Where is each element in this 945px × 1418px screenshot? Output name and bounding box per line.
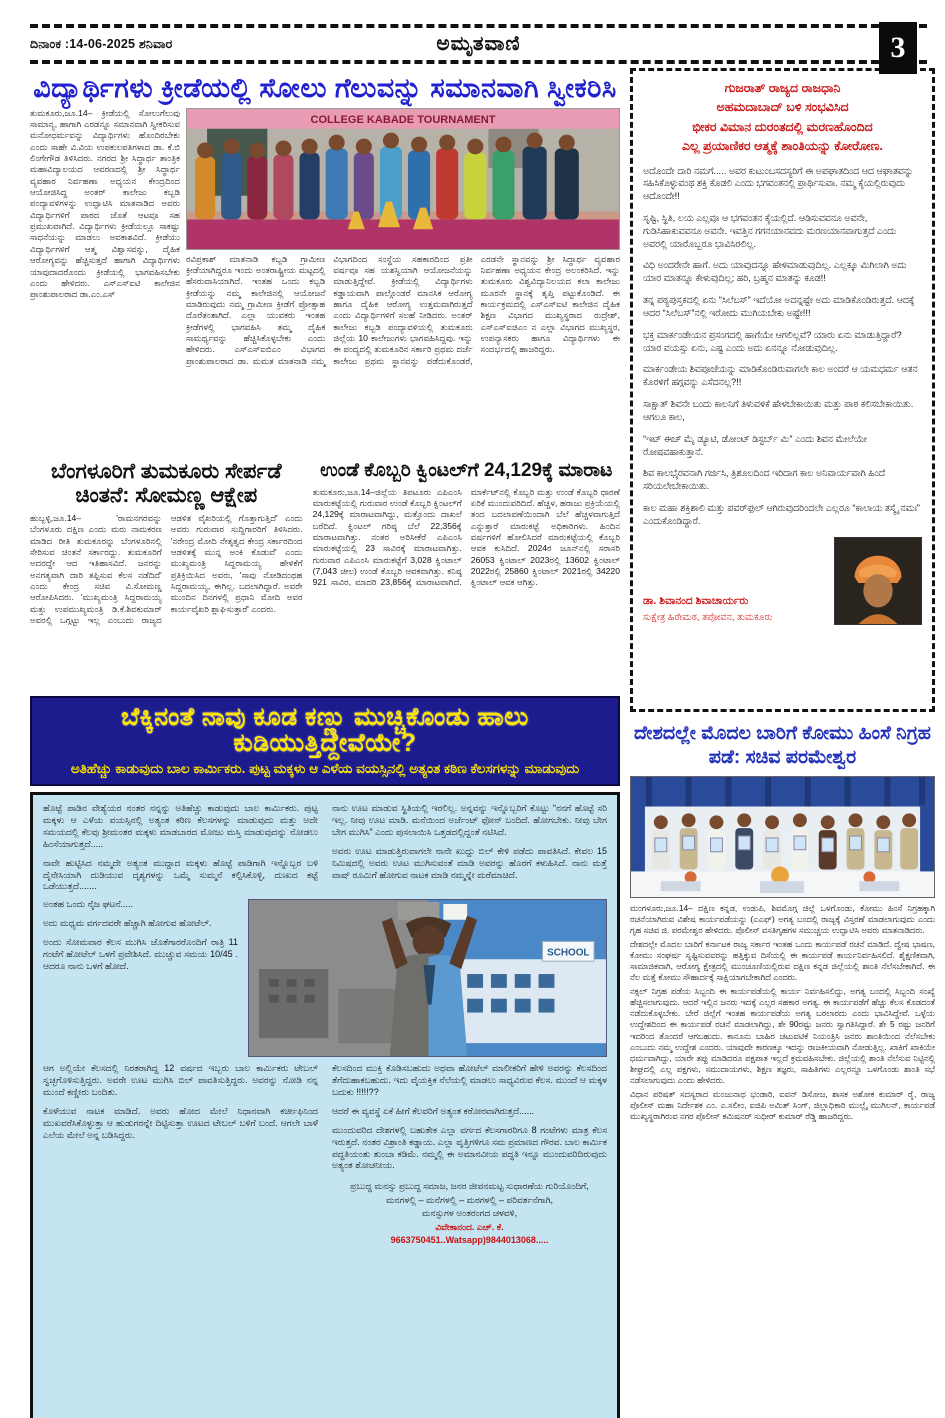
photo-banner-text: COLLEGE KABADE TOURNAMENT [310,113,496,126]
condolence-line3: ಭೀಕರ ವಿಮಾನ ದುರಂತದಲ್ಲಿ ಮರಣಹೊಂದಿದ [692,119,873,134]
kabaddi-headline: ವಿದ್ಯಾರ್ಥಿಗಳು ಕ್ರೀಡೆಯಲ್ಲಿ ಸೋಲು ಗೆಲುವನ್ನು ಸಮಾನವಾಗಿ ಸ್ವೀಕರಿಸಿ [33,73,617,103]
bluebox-mid-p2: ಅದು ಮಧ್ಯಮ ವರ್ಗದವರೇ ಹೆಚ್ಚಾಗಿ ಹೋಗುವ ಹೋಟೆಲ್. [43,918,212,929]
condolence-opinion-box [630,68,935,712]
sidebar-p1: ಅದೊಂದೇ ದಾರಿ ನಮಗೆ..... ಅವರ ಕುಟುಂಬಸದಸ್ಯರಿಗೆ ಈ ಅಪಘಾತದಿಂದ ಆದ ಆಘಾತವನ್ನು ಸಹಿಸಿಕೊಳ್ಳುವಂಥ ಶಕ್ತಿ ಕೊಡಲಿ ಎಂದು ಭಗವಂತನಲ್ಲಿ ಪ್ರಾರ್ಥಿಸುವಾ. ನಮ್ಮ ಕೈಯಲ್ಲಿರುವುದು ಆದೊಂದೇ!! [643,165,914,202]
child-labour-opinion-box [30,792,620,1418]
bluebox-low-right3: ಮುಂದುವರಿದ ದೇಶಗಳಲ್ಲಿ ಬಹುತೇಕ ಎಲ್ಲಾ ವರ್ಗದ ಕೆಲಸಗಾರರಿಗೂ 8 ಗಂಟೆಗಳು ಮಾತ್ರ ಕೆಲಸ ಇರುತ್ತದೆ. ನಂತರ ವಿಶ್ರಾಂತಿ ಕಡ್ಡಾಯ. ಎಲ್ಲಾ ವೃತ್ತಿಗಳಿಗೂ ಸಮ ಪ್ರಮಾಣದ ಗೌರವ. ಬಾಲ ಕಾರ್ಮಿಕ ಪದ್ಧತಿಯಂತು ತುಂಬಾ ಕಡಿಮೆ. ನಮ್ಮಲ್ಲಿ ಈ ಅಮಾನವೀಯ ಪದ್ಧತಿ ಇನ್ನೂ ಮುಂದುವರಿದಿರುವುದು ಅತ್ಯಂತ ಶೋಚನೀಯ. [332,1124,607,1171]
kabaddi-col3: ಸಹಕಾರದಿಂದ ಪ್ರತೀ ವರ್ಷವೂ ಸಹ ಯಶಸ್ವಿಯಾಗಿ ಆಯೋಜನೆಯನ್ನು ಮಾಡುತ್ತಿದ್ದೇವೆ. ಕ್ರೀಡೆಯಲ್ಲಿ ವಿದ್ಯಾರ್ಥಿಗಳು ಕಡ್ಡಾಯವಾಗಿ ಪಾಲ್ಗೊಂಡರೆ ಮಾನಸಿಕ ಆರೋಗ್ಯ ಹಾಗೂ ದೈಹಿಕ ಆರೋಗ್ಯ ಉತ್ತಮವಾಗಿರುತ್ತದೆ ಎಂದು ವಿದ್ಯಾರ್ಥಿಗಳಿಗೆ ಸಲಹೆ ನೀಡಿದರು. ಅಂತರ್ ಕಾಲೇಜು ಕಬ್ಬಡಿ ಪಂದ್ಯಾವಳಿಯಲ್ಲಿ ತುಮಕೂರು ಜಿಲ್ಲೆಯ 10 ಕಾಲೇಜುಗಳು ಭಾಗವಹಿಸಿದ್ದವು. ಇನ್ನು ಈ ಪಂದ್ಯದಲ್ಲಿ ತುಮಕೂರಿನ ಸರ್ಕಾರಿ ಪ್ರಥಮ ದರ್ಜೆ ಕಾಲೇಜು ಪ್ರಥಮ ಸ್ಥಾನವನ್ನು ಪಡೆದುಕೊಂಡರೆ, ಎರಡನೇ [333,253,504,366]
sidebar-p6: ಮಾರ್ಕಂಡೇಯ ಶಿವಪೂಜೆಯನ್ನು ಮಾಡಿಕೊಂಡಿರುವಾಗಲೇ ಕಾಲ ಅಂದರೆ ಆ ಯಮಧರ್ಮ ಆತನ ಕೊರಳಿಗೆ ಹಗ್ಗವನ್ನು ಎಸೆದನಲ್ಲ?!! [643,364,918,388]
sidebar-author-name: ಡಾ. ಶಿವಾನಂದ ಶಿವಾಚಾರ್ಯರು [643,594,749,607]
sidebar-p10: ಕಾಲ ಮಹಾ ಶಕ್ತಿಶಾಲಿ ಮತ್ತು ಪವರ್‌ಫುಲ್ ಆಗಿರುವುದರಿಂದಲೇ ಎಲ್ಲರೂ “ಕಾಲಾಯ ತಸ್ಮೈ ನಮಃ” ಎಂದುಕೊಂಡಿದ್ದಾರೆ. [643,503,920,526]
signature-name: ವಿವೇಕಾನಂದ. ಎಚ್. ಕೆ. [435,1221,504,1232]
date-line: ದಿನಾಂಕ :14-06-2025 ಶನಿವಾರ [30,36,173,51]
bluebox-low-right1: ಕೆಲಸದಿಂದ ಮುಕ್ತಿ ಕೊಡಿಸಬಹುದು ಅಥವಾ ಹೋಟೆಲ್ ಮಾಲೀಕರಿಗೆ ಹೇಳಿ ಅವರನ್ನು ಕೆಲಸದಿಂದ ತೆಗೆದುಹಾಕಬಹುದು. ಇದು ವೈಯಕ್ತಿಕ ನೆಲೆಯಲ್ಲಿ ಮಾಡಲು ಸಾಧ್ಯವಿರುವ ಕೆಲಸ. ಮುಂದೆ ಆ ಮಕ್ಕಳ ಬದುಕು !!!!!?? [332,1063,607,1098]
condolence-heading [643,79,922,157]
signature-line2: ಮನಗಳಲ್ಲಿ – ಮನೆಗಳಲ್ಲಿ – ಮಠಗಳಲ್ಲಿ – ಪರಿವರ್ತನೆಗಾಗಿ, [385,1194,554,1205]
banner-subtitle: ಅತಿಹೆಚ್ಚು ಕಾಡುವುದು ಬಾಲ ಕಾರ್ಮಿಕರು. ಪುಟ್ಟ ಮಕ್ಕಳು ಆ ಎಳೆಯ ವಯಸ್ಸಿನಲ್ಲಿ ಅತ್ಯಂತ ಕಠಿಣ ಕೆಲಸಗಳನ್ನು ಮಾಡುವುದು [70,761,580,777]
sidebar-p8: “ಇಟ್ ಈಚ್ ಮೈ ಡ್ಯೂಟಿ, ಡೋಂಟ್ ಡಿಸ್ಟರ್ಬ್ ಮಿ” ಎಂದು ಶಿವನ ಮೇಲೆಯೇ ರೋಷವಹಾಕುತ್ತಾನೆ. [643,433,867,457]
sidebar-p3: ವಿಧಿ ಅಂದರೇನೇ ಹಾಗೆ. ಅದು ಯಾವುದನ್ನೂ ಹೇಳಿಮಾಡುವುದಿಲ್ಲ. ಎಲ್ಲಕ್ಕೂ ಮಿಗಿಲಾಗಿ ಅದು ಯಾರ ಮಾತನ್ನೂ ಕೇಳುವುದಿಲ್ಲ; ಹರಿ, ಬ್ರಹ್ಮನ ಮಾತನ್ನು ಕೂಡ!! [643,260,907,284]
parameshwara-photo-graphic [631,777,934,897]
kabaddi-article [30,108,620,456]
school-sign-text: SCHOOL [547,947,590,959]
bluebox-mid-p3: ಅಂದು ಸೋಮವಾರ ಕೆಲಸ ಮುಗಿಸಿ ಜೊತೆಗಾರರೊಂದಿಗೆ ರಾತ್ರಿ 11 ಗಂಟೆಗೆ ಹೋಟೆಲ್ ಒಳಗೆ ಪ್ರವೇಶಿಸಿದೆ. ಮುಚ್ಚುವ ಸಮಯ 10/45 . ಆದರೂ ನಾನು ಒಳಗೆ ಹೋದೆ. [43,937,238,971]
bluebox-mid-p1: ಅಂತಹ ಒಂದು ನೈಜ ಘಟನೆ..... [43,899,133,910]
masthead: ಅಮೃತವಾಣಿ [436,32,521,55]
parameshwara-p1: ಮಂಗಳೂರು,ಜೂ.14– ದಕ್ಷಿಣ ಕನ್ನಡ, ಉಡುಪಿ, ಶಿವಮೊಗ್ಗ ಜಿಲ್ಲೆ ಒಳಗೊಂಡು, ಕೋಮು ಹಿಂಸೆ ನಿಗ್ರಹಕ್ಕಾಗಿ ರಚನೆಯಾಗಿರುವ ವಿಶೇಷ ಕಾರ್ಯಪಡೆಯನ್ನು (ಎಎಫ್) ಅಗತ್ಯ ಬಂದಲ್ಲಿ ರಾಜ್ಯಕ್ಕೆ ವಿಸ್ತರಣೆ ಮಾಡಲಾಗುವುದು ಎಂದು ಗೃಹ ಸಚಿವ ಜಿ. ಪರಮೇಶ್ವರ ಹೇಳಿದರು. ಪೊಲೀಸ್ ವಸತಿಗೃಹಗಳ ಸಮುಚ್ಚಯ ಉದ್ಘಾಟಿಸಿ ಅವರು ಮಾತನಾಡಿದರು. [630,902,935,935]
kabaddi-body-columns [186,254,620,456]
sidebar-author-place: ಸುಕ್ಷೇತ್ರ ಹಿರೇಮಠ, ತಪೋವನ, ತುಮಕೂರು [643,611,773,623]
bluebox-low-left: ಆಗ ಅಲ್ಲಿಯೇ ಕೆಲಸದಲ್ಲಿ ನಿರತರಾಗಿದ್ದ 12 ವರ್ಷದ ಇಬ್ಬರು ಬಾಲ ಕಾರ್ಮಿಕರು ಟೇಬಲ್ ಸ್ವಚ್ಛಗೊಳಿಸುತ್ತಿದ್ದರು. ಅವರೇ ಊಟ ಮುಗಿಸಿ ಬಿಲ್ ಪಾವತಿಸುತ್ತಿದ್ದರು. ಅವರನ್ನು ನೋಡಿ ನನ್ನ ಮುಂದೆ ಕಣ್ಣೀರು ಬಂದಿತು. [43,1063,318,1098]
parameshwara-p3: ನಕ್ಸಲ್ ನಿಗ್ರಹ ಪಡೆಯ ಸಿಬ್ಬಂದಿ ಈ ಕಾರ್ಯಪಡೆಯಲ್ಲಿ ಕಾರ್ಯ ನಿರ್ವಹಿಸಲಿದ್ದು, ಅಗತ್ಯ ಬಂದಲ್ಲಿ ಸಿಬ್ಬಂದಿ ಸಂಖ್ಯೆ ಹೆಚ್ಚಿಸಲಾಗುವುದು. ಆದರೆ ಇಲ್ಲಿನ ಜನರು ಇದಕ್ಕೆ ಎಲ್ಲರ ಸಹಕಾರ ಅಗತ್ಯ. ಈ ಕಾರ್ಯಪಡೆಗೆ ಹೆಚ್ಚು ಕೆಲಸ ಕೊಡದಂತೆ ನಡೆದುಕೊಳ್ಳಬೇಕು. ಬೇರೆ ಜಿಲ್ಲೆಗೆ ಇಂತಹ ಕಾರ್ಯಪಡೆಯ ಅಗತ್ಯ ಬರಲಾರದು ಎಂದು ಭಾವಿಸಿದ್ದೇವೆ. ಒಳ್ಳೆಯ ಉದ್ದೇಶದಿಂದ ಈ ಕಾರ್ಯಪಡೆ ರಚನೆ ಮಾಡಲಾಗಿದ್ದು, ಶೇ 90ರಷ್ಟು ಜನರು ಸ್ವಾಗತಿಸಿದ್ದಾರೆ. ಶೇ 5 ರಷ್ಟು ಜನರಿಗೆ ಇದರಿಂದ ತೊಂದರೆ ಆಗಬಹುದು. ಕಾನೂನು ಬಾಹಿರ ಚಟುವಟಿಕೆ ನಿಯಂತ್ರಿಸಿ ಜನರು ಶಾಂತಿಯಿಂದ ನೆಲೆಸಬೇಕು ಎಂಬುದು ನಮ್ಮ ಉದ್ದೇಶ ಎಂದರು. ಯಾವುದೇ ಕಾರಣಕ್ಕೂ ಇದನ್ನು ರಾಜಕೀಯವಾಗಿ ನೋಡುತ್ತಿಲ್ಲ. ಖಾಕಿಗೆ ಖಾಕಿಯೇ ಧರ್ಮವಾಗಿದ್ದು, ಯಾರೇ ತಪ್ಪು ಮಾಡಿದರೂ ಪಕ್ಷಪಾತ ಇಲ್ಲದೆ ಕ್ರಮವಹಿಸಬೇಕು. ಜಿಲ್ಲೆಯಲ್ಲಿ ಶಾಂತಿ ನೆಲೆಸುವ ನಿಟ್ಟಿನಲ್ಲಿ ಶೀಘ್ರದಲ್ಲಿ ಎಲ್ಲ ಪಕ್ಷಗಳು, ಸಮುದಾಯಗಳು, ಶಿಕ್ಷಣ ತಜ್ಞರು, ಸಾಹಿತಿಗಳು ಎಲ್ಲರನ್ನೂ ಒಳಗೊಂಡು ಶಾಂತಿ ಸಭೆ ನಡೆಸಲಾಗುವುದು ಎಂದು ಹೇಳಿದರು. [630,986,935,1085]
page-number-badge: 3 [879,22,917,74]
parameshwara-event-photo [630,776,935,898]
bluebox-right-p2: ಅವರು ಊಟ ಮಾಡುತ್ತಿರುವಾಗಲೇ ನಾನೇ ಖುದ್ದು ಬಿಲ್ ಕೇಳಿ ಪಡೆದು ಪಾವತಿಸಿದೆ. ಕೇವಲ 15 ನಿಮಿಷದಲ್ಲಿ ಅವರು ಊಟ ಮುಗಿಸುವಂತೆ ಮಾಡಿ ಅವರನ್ನು ಹೊರಗೆ ಕಳುಹಿಸಿದೆ. ನಾನು ಮತ್ತೆ ವಾಷ್ ರೂಮಿಗೆ ಹೋಗುವ ನಾಟಕ ಮಾಡಿ ನಮ್ಮನ್ನೇ ಮರೆಮಾಚಿದೆ. [332,845,607,880]
right-column [630,68,935,1418]
columnist-signature [332,1180,607,1248]
kabaddi-photo-graphic [187,109,619,249]
child-labour-photo-graphic [249,900,606,1056]
page-header [30,24,927,64]
sidebar-p7: ಸಾಕ್ಷಾತ್ ಶಿವನೇ ಬಂದು ಕಾಲನಿಗೆ ತಿಳುವಳಿಕೆ ಹೇಳಬೇಕಾಯಿತು ಮತ್ತು ಪಾಠ ಕಲಿಸಬೇಕಾಯಿತು. ಆಗಲೂ ಕಾಲ, [643,399,914,422]
sidebar-p5: ಭಕ್ತ ಮಾರ್ಕಂಡೇಯನ ಪ್ರಸಂಗದಲ್ಲಿ ಹಾಗೆಯೇ ಆಗಲಿಲ್ಲವೆ? ಯಾರು ಏನು ಮಾಡುತ್ತಿದ್ದಾರೆ? ಯಾರ ವಯಸ್ಸು ಏನು, ಎಷ್ಟ ಎಂದು ಅದು ಏನನ್ನೂ ನೋಡುವುದಿಲ್ಲ. [643,329,902,353]
kabaddi-group-photo [186,108,620,250]
left-column [30,68,620,1418]
parameshwara-headline: ದೇಶದಲ್ಲೇ ಮೊದಲ ಬಾರಿಗೆ ಕೋಮು ಹಿಂಸೆ ನಿಗ್ರಹ ಪಡೆ: ಸಚಿವ ಪರಮೇಶ್ವರ [634,723,931,768]
condolence-line1: ಗುಜರಾತ್ ರಾಜ್ಯದ ರಾಜಧಾನಿ [724,81,841,95]
kabaddi-col4: ಸ್ಥಾನವನ್ನು ಶ್ರೀ ಸಿದ್ಧಾರ್ಥ ವ್ಯವಹಾರ ನಿರ್ವಹಣಾ ಅಧ್ಯಯನ ಕೇಂದ್ರ ಅಲಂಕರಿಸಿದೆ. ಇನ್ನು ತುಮಕೂರು ವಿಶ್ವವಿದ್ಯಾನಿಲಯದ ಕಲಾ ಕಾಲೇಜು ಮೂರನೇ ಸ್ಥಾನಕ್ಕೆ ತೃಪ್ತಿ ಪಟ್ಟುಕೊಂಡಿದೆ. ಈ ಕಾರ್ಯಕ್ರಮದಲ್ಲಿ ಎಸ್‌ಎಸ್‌ಐಟಿ ಕಾಲೇಜಿನ ದೈಹಿಕ ಶಿಕ್ಷಣ ವಿಭಾಗದ ಮುಖ್ಯಸ್ಥರಾದ ರುದ್ರೇಶ್, ಎಸ್‌ಎಸ್‌ಐಜಿಎಂ ನ ಎಲ್ಲಾ ವಿಭಾಗದ ಮುಖ್ಯಸ್ಥರ, ಉಪನ್ಯಾಸಕರು ಹಾಗೂ ವಿದ್ಯಾರ್ಥಿಗಳು ಈ ಸಂದರ್ಭದಲ್ಲಿ ಹಾಜರಿದ್ದರು. [480,253,620,355]
somanna-body: ಹುಬ್ಬಳ್ಳಿ,ಜೂ.14– 'ರಾಮನಗರವನ್ನು ಬೆಂಗಳೂರು ದಕ್ಷಿಣ ಎಂದು ಮರು ನಾಮಕರಣ ಮಾಡಿದ ರೀತಿ ತುಮಕೂರನ್ನು ಬೆಂಗಳೂರಿನಲ್ಲಿ ಸೇರಿಸುವ ಚಿಂತನೆ ಸರ್ಕಾರದ್ದು. ತುಮಕೂರಿಗೆ ಅದರದ್ದೇ ಆದ ಇತಿಹಾಸವಿದೆ. ಜನರನ್ನು ಅನಗತ್ಯವಾಗಿ ದಾರಿ ತಪ್ಪಿಸುವ ಕೆಲಸ ನಡೆದಿದೆ' ಎಂದು ಕೇಂದ್ರ ಸಚಿವ ವಿ.ಸೋಮಣ್ಣ ಆರೋಪಿಸಿದರು. 'ಮುಖ್ಯಮಂತ್ರಿ ಸಿದ್ದರಾಮಯ್ಯ ಮತ್ತು ಉಪಮುಖ್ಯಮಂತ್ರಿ ಡಿ.ಕೆ.ಶಿವಕುಮಾರ್ ಅವರಲ್ಲಿ ಒಗ್ಗಟ್ಟು ಇಲ್ಲ ಎಂಬುದು ರಾಜ್ಯದ ಆಡಳಿತ ವೈಖರಿಯಲ್ಲಿ ಗೊತ್ತಾಗುತ್ತಿದೆ' ಎಂದು ಅವರು ಗುರುವಾರ ಸುದ್ದಿಗಾರರಿಗೆ ತಿಳಿಸಿದರು. 'ನರೇಂದ್ರ ಮೋದಿ ನೇತೃತ್ವದ ಕೇಂದ್ರ ಸರ್ಕಾರದಿಂದ ಆಡಳಿತಕ್ಕೆ ಮುನ್ನ ಅಂಕಿ ಕೊಡುವೆ' ಎಂದು ಮುಖ್ಯಮಂತ್ರಿ ಸಿದ್ದರಾಮಯ್ಯ ಹೇಳಿಕೆಗೆ ಪ್ರತಿಕ್ರಿಯಿಸಿದ ಅವರು, 'ಸಾವು ನೋಡಿದಂಥಹ ಸಿದ್ದರಾಮಯ್ಯ, ಈಗಿಲ್ಲ. ಬದಲಾಗಿದ್ದಾರೆ. ಅವರೇ ಮುಂದಿನ ದಿನಗಳಲ್ಲಿ ಪ್ರಧಾನಿ ಮೋದಿ ಅವರ ಕಾರ್ಯವೈಖರಿ ಶ್ಲಾಘಿಸುತ್ತಾರೆ' ಎಂದರು. [30,512,303,626]
swami-portrait-graphic [835,538,921,624]
kobbari-body: ತುಮಕೂರು,ಜೂ.14–ಜಿಲ್ಲೆಯ ತಿಪಟೂರು ಎಪಿಎಂಸಿ ಮಾರುಕಟ್ಟೆಯಲ್ಲಿ ಗುರುವಾರ ಉಂಡೆ ಕೊಬ್ಬರಿ ಕ್ವಿಂಟಲ್‌ಗೆ 24,129ಕ್ಕೆ ಮಾರಾಟವಾಗಿದ್ದು, ಮತ್ತೊಂದು ದಾಖಲೆ ಬರೆದಿದೆ. ಕ್ವಿಂಟಲ್ ಗರಿಷ್ಠ ಬೆಲೆ 22,356ಕ್ಕೆ ಮಾರಾಟವಾಗಿತ್ತು. ನಂತರ ಅರಿಸೀಕೆರೆ ಎಪಿಎಂಸಿ ಮಾರುಕಟ್ಟೆಯಲ್ಲಿ 23 ಸಾವಿರಕ್ಕೆ ಮಾರಾಟವಾಗಿತ್ತು. ಗುರುವಾರ ಎಪಿಎಂಸಿ ಮಾರುಕಟ್ಟೆಗೆ 3,028 ಕ್ವಿಂಟಾಲ್ (7,043 ಚೀಲ) ಉಂಡೆ ಕೊಬ್ಬರಿ ಆವಕವಾಗಿತ್ತು. ಕನಿಷ್ಠ 921 ಸಾವಿರ, ಮಾದರಿ 23,856ಕ್ಕೆ ಮಾರಾಟವಾಗಿದೆ. ಮಾರ್ಕೆಟ್‌ನಲ್ಲಿ ಕೊಬ್ಬರಿ ಮತ್ತು ಉಂಡೆ ಕೊಬ್ಬರಿ ಧಾರಣೆ ಏರಿಕೆ ಮುಂದುವರಿದಿದೆ. ಹೆಚ್ಚಳ, ಹರಾಜು ಪ್ರಕ್ರಿಯೆಯಲ್ಲಿ ತಂದ ಬದಲಾವಣೆಯಿಂದಾಗಿ ಬೆಲೆ ಹೆಚ್ಚಳವಾಗುತ್ತಿದೆ ಎನ್ನುತ್ತಾರೆ ಮಾರುಕಟ್ಟೆ ಅಧಿಕಾರಿಗಳು. ಹಿಂದಿನ ವರ್ಷಗಳಿಗೆ ಹೋಲಿಸಿದರೆ ಮಾರುಕಟ್ಟೆಯಲ್ಲಿ ಕೊಬ್ಬರಿ ಆವಕ ಕುಸಿದಿದೆ. 2024ರ ಜೂನ್‌ನಲ್ಲಿ ಸರಾಸರಿ 26053 ಕ್ವಿಂಟಾಲ್ 2023ರಲ್ಲಿ 13602 ಕ್ವಿಂಟಾಲ್ 2022ರಲ್ಲಿ 25860 ಕ್ವಿಂಟಾಲ್ 2021ರಲ್ಲಿ 34220 ಕ್ವಿಂಟಾಲ್ ಆವಕ ಆಗಿತ್ತು. [312,486,620,588]
condolence-line2: ಅಹಮದಾಬಾದ್ ಬಳಿ ಸಂಭವಿಸಿದ [716,100,849,115]
parameshwara-p2: ದೇಶದಲ್ಲೇ ಮೊದಲ ಬಾರಿಗೆ ಕರ್ನಾಟಕ ರಾಜ್ಯ ಸರ್ಕಾರ ಇಂತಹ ಒಂದು ಕಾರ್ಯಪಡೆ ರಚನೆ ಮಾಡಿದೆ. ದ್ವೇಷ ಭಾಷಣ, ಕೋಮು ಸಂಘರ್ಷ ಸೃಷ್ಟಿಸುವವರನ್ನು ಹತ್ತಿಕ್ಕುವ ದಿಸೆಯಲ್ಲಿ ಈ ಕಾರ್ಯಪಡೆ ಕಾರ್ಯನಿರ್ವಹಿಸಲಿದೆ. ಶೈಕ್ಷಣಿಕವಾಗಿ, ಸಾಮಾಜಿಕವಾಗಿ, ಆರೋಗ್ಯ ಕ್ಷೇತ್ರದಲ್ಲಿ ಮುಂಚೂಣಿಯಲ್ಲಿರುವ ದಕ್ಷಿಣ ಕನ್ನಡ ಜಿಲ್ಲೆಯಲ್ಲಿ ಶಾಂತಿ ನೆಲೆಸಬೇಕಾಗಿದೆ. ಈ ನೆಲ ಮತ್ತೆ ಕೋಮು ಸೌಹಾರ್ದಕ್ಕೆ ಸಾಕ್ಷಿಯಾಗಬೇಕಾಗಿದೆ ಎಂದರು. [630,938,935,983]
somanna-article [30,460,303,692]
bluebox-right-p1: ನಾನು ಊಟ ಮಾಡುವ ಸ್ಥಿತಿಯಲ್ಲಿ ಇರಲಿಲ್ಲ. ಅನ್ನವನ್ನು ಇನ್ನೊಬ್ಬರಿಗೆ ಕೊಟ್ಟು “ನನಗೆ ಹೊಟ್ಟೆ ಸರಿ ಇಲ್ಲ. ನೀವು ಊಟ ಮಾಡಿ. ಮನೆಯಿಂದ ಅರ್ಜೆಂಟ್ ಫೋನ್ ಬಂದಿದೆ. ಹೋಗಬೇಕು. ನೀವು ಬೇಗ ಬೇಗ ಮುಗಿಸಿ” ಎಂದು ಪುಸಲಾಯಿಸಿ ಒತ್ತಡದಲ್ಲಿದ್ದಂತೆ ನಟಿಸಿದೆ. [332,803,607,837]
bluebox-end-left: ಕೊಳೆಯುವ ನಾಟಕ ಮಾಡಿದೆ. ಅವರು ಹೋದ ಮೇಲೆ ನಿಧಾನವಾಗಿ ಕರ್ಚೀಫಿನಿಂದ ಮುಖವರೆಸಿಕೊಳ್ಳುತ್ತಾ ಆ ಹುಡುಗರನ್ನೇ ದಿಟ್ಟಿಸುತ್ತಾ ಊಟದ ಟೇಬಲ್ ಬಳಿಗೆ ಬಂದೆ. ಆಗಲೇ ಬಾಳೆ ಎಲೆಯ ಮೇಲೆ ಅನ್ನ ಬಡಿಸಿದ್ದರು. [43,1105,318,1140]
child-labour-photo [248,899,607,1057]
banner-title: ಬೆಕ್ಕಿನಂತೆ ನಾವು ಕೂಡ ಕಣ್ಣು ಮುಚ್ಚಿಕೊಂಡು ಹಾಲು ಕುಡಿಯುತ್ತಿದ್ದೇವೆಯೇ? [121,702,529,757]
somanna-headline: ಬೆಂಗಳೂರಿಗೆ ತುಮಕೂರು ಸೇರ್ಪಡೆ ಚಿಂತನೆ: ಸೋಮಣ್ಣ ಆಕ್ಷೇಪ [50,459,282,507]
kabaddi-col2: ರವಿಪ್ರಕಾಶ್ ಮಾತನಾಡಿ ಕಬ್ಬಡಿ ಗ್ರಾಮೀಣ ಕ್ರೀಡೆಯಾಗಿದ್ದರೂ ಇಂದು ಅಂತರಾಷ್ಟ್ರೀಯ ಮಟ್ಟದಲ್ಲಿ ಹೆಸರುವಾಸಿಯಾಗಿದೆ. ಇಂತಹ ಒಂದು ಕಬ್ಬಡಿ ಕ್ರೀಡೆಯನ್ನು ನಮ್ಮ ಕಾಲೇಜಿನಲ್ಲಿ ಆಯೋಜನೆ ಮಾಡಿರುವುದು ನಮ್ಮ ಗ್ರಾಮೀಣ ಕ್ರೀಡೆಗೆ ಪ್ರೋತ್ಸಾಹ ದೊರೆತಂತಾಗಿದೆ. ಎಲ್ಲಾ ಯುವಕರು ಇಂತಹ ಕ್ರೀಡೆಗಳಲ್ಲಿ ಭಾಗವಹಿಸಿ ತಮ್ಮ ದೈಹಿಕ ಸಾಮರ್ಥ್ಯವನ್ನು ಹೆಚ್ಚಿಸಿಕೊಳ್ಳಬೇಕು ಎಂದು ಹೇಳಿದರು. ಎಸ್‌ಎಸ್‌ಐಬಿಎಂ ವಿಭಾಗದ ಪ್ರಾಂಶುಪಾಲರಾದ ಡಾ. ಮಮತ ಮಾತನಾಡಿ ನಮ್ಮ ವಿಭಾಗದಿಂದ ಸಂಸ್ಥೆಯ [186,253,402,366]
opinion-banner [30,696,620,787]
sidebar-p2: ಸೃಷ್ಟಿ, ಸ್ಥಿತಿ, ಲಯ ಎಲ್ಲವೂ ಆ ಭಗವಂತನ ಕೈಯಲ್ಲಿದೆ. ಆಡಿಸುವವನೂ ಅವನೇ, ಗುಡಿಸಿಹಾಕುವವನೂ ಅವನೇ. ಇವತ್ತಿನ ಗಗನಯಾನವದು ಮರಣಯಾನವಾಗುತ್ತದೆ ಎಂದು ಅವರಲ್ಲಿ ಯಾರೊಬ್ಬರೂ ಭಾವಿಸಿರಲಿಲ್ಲ. [643,212,897,249]
kabaddi-col1: ತುಮಕೂರು,ಜೂ.14– ಕ್ರೀಡೆಯಲ್ಲಿ ಸೋಲುಗೆಲುವು ಸಾಮಾನ್ಯ, ಹಾಗಾಗಿ ಎರಡನ್ನೂ ಸಮಾನವಾಗಿ ಸ್ವೀಕರಿಸುವ ಮನೋಧರ್ಮವನ್ನು ವಿದ್ಯಾರ್ಥಿಗಳು ಹೊಂದಿರಬೇಕು ಎಂದು ಸಾಹೇ ವಿ.ವಿಯ ಉಪಕುಲಪತಿಗಳಾದ ಡಾ. ಕೆ.ಬಿ ಲಿಂಗೇಗೌಡ ತಿಳಿಸಿದರು. ನಗರದ ಶ್ರೀ ಸಿದ್ಧಾರ್ಥ ತಾಂತ್ರಿಕ ಮಹಾವಿದ್ಯಾಲಯದ ಆವರಣದಲ್ಲಿ ಶ್ರೀ ಸಿದ್ಧಾರ್ಥ ವ್ಯವಹಾರ ನಿರ್ವಹಣಾ ಅಧ್ಯಯನ ಕೇಂದ್ರದಿಂದ ಆಯೋಜಿಸಿದ್ದ ಅಂತರ್ ಕಾಲೇಜು ಕಬ್ಬಡಿ ಪಂದ್ಯಾವಳಿಗಳನ್ನು ಉದ್ಘಾಟಿಸಿ ಮಾತನಾಡಿದ ಅವರು ವಿದ್ಯಾರ್ಥಿಗಳಿಗೆ ಪಾಠದ ಜೊತೆ ಆಟವೂ ಸಹ ಪ್ರಮುಖವಾಗಿದೆ. ವಿದ್ಯಾರ್ಥಿಗಳು ಕ್ರೀಡೆಯಲ್ಲೂ ಸಾಕಷ್ಟು ಸಾಧನೆಯನ್ನು ಮಾಡಲು ಅವಕಾಶವಿದೆ. ಕ್ರೀಡೆಯು ವಿದ್ಯಾರ್ಥಿಗಳಿಗೆ ಆತ್ಮ ವಿಶ್ವಾಸವನ್ನು, ದೈಹಿಕ ಆರೋಗ್ಯವನ್ನು ಹೆಚ್ಚಿಸುತ್ತದೆ ಹಾಗಾಗಿ ವಿದ್ಯಾರ್ಥಿಗಳು ಯಾವುದಾದರೊಂದು ಕ್ರೀಡೆಯಲ್ಲಿ ಭಾಗವಹಿಸಬೇಕು ಎಂದು ಹೇಳಿದರು. ಎಸ್‌ಎಸ್‌ಐಟಿ ಕಾಲೇಜಿನ ಪ್ರಾಂಶುಪಾಲರಾದ ಡಾ.ಎಂ.ಎಸ್ [30,107,180,300]
bluebox-left-p2: ನಾವೇ ಹುಟ್ಟಿಸಿದ ನಮ್ಮದೇ ಅತ್ಯಂತ ಮುದ್ದಾದ ಮಕ್ಕಳು ಹೊಟ್ಟೆ ಪಾಡಿಗಾಗಿ ಇನ್ನೊಬ್ಬರ ಬಳಿ ದೈನೇಸಿಯಾಗಿ ದುಡಿಯುವ ದೃಶ್ಯಗಳನ್ನು ಒಮ್ಮೆ ಸುಮ್ಮನೆ ಕಲ್ಪಿಸಿಕೊಳ್ಳಿ, ದುಃಖದ ಕಟ್ಟೆ ಒಡೆಯುತ್ತದೆ....... [43,857,318,892]
sidebar-p9: ಶಿವ ಕಾಲಭೈರವನಾಗಿ ಗರ್ಜಿಸಿ, ತ್ರಿಶೂಲದಿಂದ ಇರಿದಾಗ ಕಾಲ ಅನಿವಾರ್ಯವಾಗಿ ಹಿಂದೆ ಸರಿಯಲೇಬೇಕಾಯಿತು. [643,468,886,492]
signature-phone: 9663750451..Watsapp)9844013068..... [390,1235,549,1246]
kobbari-headline: ಉಂಡೆ ಕೊಬ್ಬರಿ ಕ್ವಿಂಟಲ್‌ಗೆ 24,129ಕ್ಕೆ ಮಾರಾಟ [320,459,613,481]
parameshwara-article [630,722,935,1122]
kobbari-article [313,460,620,692]
sidebar-p4: ತನ್ನ ಪಠ್ಯಪುಸ್ತಕದಲ್ಲಿ ಏನು “ಸಿಲೆಬಸ್” ಇದೆಯೋ ಅದನ್ನಷ್ಟೇ ಅದು ಮಾಡಿಕೊಂಡಿರುತ್ತದೆ. ಆದಕ್ಕೆ ಆದರ “ಸಿಲೆಬಸ್”ನಲ್ಲಿ ಇರೋದು ಮುಗಿಯಬೇಕು ಅಷ್ಟೇ!!! [643,295,915,318]
bluebox-low-right2: ಆದರೆ ಈ ವ್ಯವಸ್ಥೆ ಏಕೆ ಹೀಗೆ ಕೆಲವರಿಗೆ ಅತ್ಯಂತ ಕಠೋರವಾಗಿರುತ್ತದೆ...... [332,1105,535,1116]
signature-line3: ಮನಸ್ಸುಗಳ ಅಂತರಂಗದ ಚಳವಳಿ, [421,1208,518,1219]
parameshwara-p4: ವಿಧಾನ ಪರಿಷತ್ ಸದಸ್ಯರಾದ ಮಂಜುನಾಥ ಭಂಡಾರಿ, ಐವನ್ ಡಿಸೋಜ, ಶಾಸಕ ಅಶೋಕ ಕುಮಾರ್ ರೈ, ರಾಜ್ಯ ಪೊಲೀಸ್ ಮಹಾ ನಿರ್ದೇಶಕ ಎಂ. ಎ.ಸಲೀಂ, ಐಜಿಪಿ ಅಮಿತ್ ಸಿಂಗ್, ಜಿಲ್ಲಾಧಿಕಾರಿ ಮುಲ್ಲೈ ಮುಗಿಲನ್, ಕಾರ್ಯಪಡೆ ಮುಖ್ಯಸ್ಥರಾಗಿರುವ ನಗರ ಪೊಲೀಸ್ ಕಮಿಷನರ್ ಸುಧೀರ್ ಕುಮಾರ್ ರೆಡ್ಡಿ ಹಾಜರಿದ್ದರು. [630,1089,935,1122]
condolence-line4: ಎಲ್ಲ ಪ್ರಯಾಣಿಕರ ಆತ್ಮಕ್ಕೆ ಶಾಂತಿಯನ್ನು ಕೋರೋಣ. [682,139,883,154]
signature-line1: ಪ್ರಬುದ್ಧ ಮನಸ್ಸು ಪ್ರಬುದ್ಧ ಸಮಾಜ, ಜನರ ಜೀವನಮಟ್ಟ ಸುಧಾರಣೆಯ ಗುರಿಯೊಂದಿಗೆ, [350,1181,589,1192]
bluebox-left-p1: ಹೊಟ್ಟೆ ಪಾಡಿನ ವೇಶ್ಯೆಯರ ನಂತರ ನನ್ನನ್ನು ಅತಿಹೆಚ್ಚು ಕಾಡುವುದು ಬಾಲ ಕಾರ್ಮಿಕರು. ಪುಟ್ಟ ಮಕ್ಕಳು ಆ ಎಳೆಯ ವಯಸ್ಸಿನಲ್ಲಿ ಅತ್ಯಂತ ಕಠಿಣ ಕೆಲಸಗಳನ್ನು ಮಾಡುವುದು ಮತ್ತು ಅದೇ ಸಮಯದಲ್ಲಿ ಕೆಲವು ಶ್ರೀಮಂತರ ಮಕ್ಕಳು ಮಾಡಬಾರದ ಮೋಜು ಮಸ್ತಿ ಮಾಡುವುದನ್ನು ನೋಡಲು ಹಿಂಸೆಯಾಗುತ್ತದೆ..... [43,803,318,849]
swami-portrait [834,537,922,625]
